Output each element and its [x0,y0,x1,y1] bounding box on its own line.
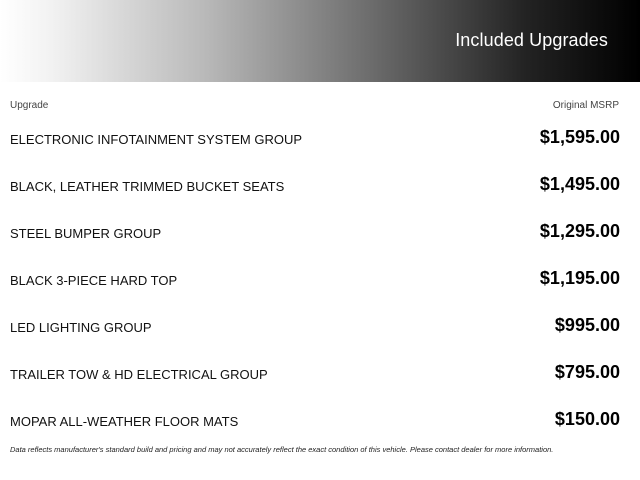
upgrade-name: BLACK, LEATHER TRIMMED BUCKET SEATS [10,179,285,194]
upgrade-column-header: Upgrade [10,100,49,111]
upgrade-name: MOPAR ALL-WEATHER FLOOR MATS [10,414,239,429]
upgrades-list [0,117,640,446]
upgrade-price: $995.00 [554,315,620,335]
msrp-column-header: Original MSRP [552,100,619,111]
upgrade-row [0,352,640,399]
upgrade-name: ELECTRONIC INFOTAINMENT SYSTEM GROUP [10,132,303,147]
disclaimer-text: Data reflects manufacturer's standard build and pricing and may not accurately reflect the exact condition of this vehicle. Please contact dealer for more information. [10,445,554,454]
upgrade-row [0,164,640,211]
upgrade-name: BLACK 3-PIECE HARD TOP [10,273,178,288]
upgrade-row [0,399,640,446]
page-title: Included Upgrades [455,30,608,50]
upgrade-price: $1,595.00 [539,127,620,147]
header-banner [0,0,640,82]
upgrade-row [0,117,640,164]
upgrade-row [0,258,640,305]
upgrade-price: $1,195.00 [539,268,620,288]
upgrade-price: $150.00 [554,409,620,429]
upgrade-name: LED LIGHTING GROUP [10,320,152,335]
upgrade-price: $1,495.00 [539,174,620,194]
upgrade-name: STEEL BUMPER GROUP [10,226,162,241]
upgrade-price: $795.00 [554,362,620,382]
upgrade-row [0,305,640,352]
upgrade-price: $1,295.00 [539,221,620,241]
upgrade-row [0,211,640,258]
upgrade-name: TRAILER TOW & HD ELECTRICAL GROUP [10,367,268,382]
